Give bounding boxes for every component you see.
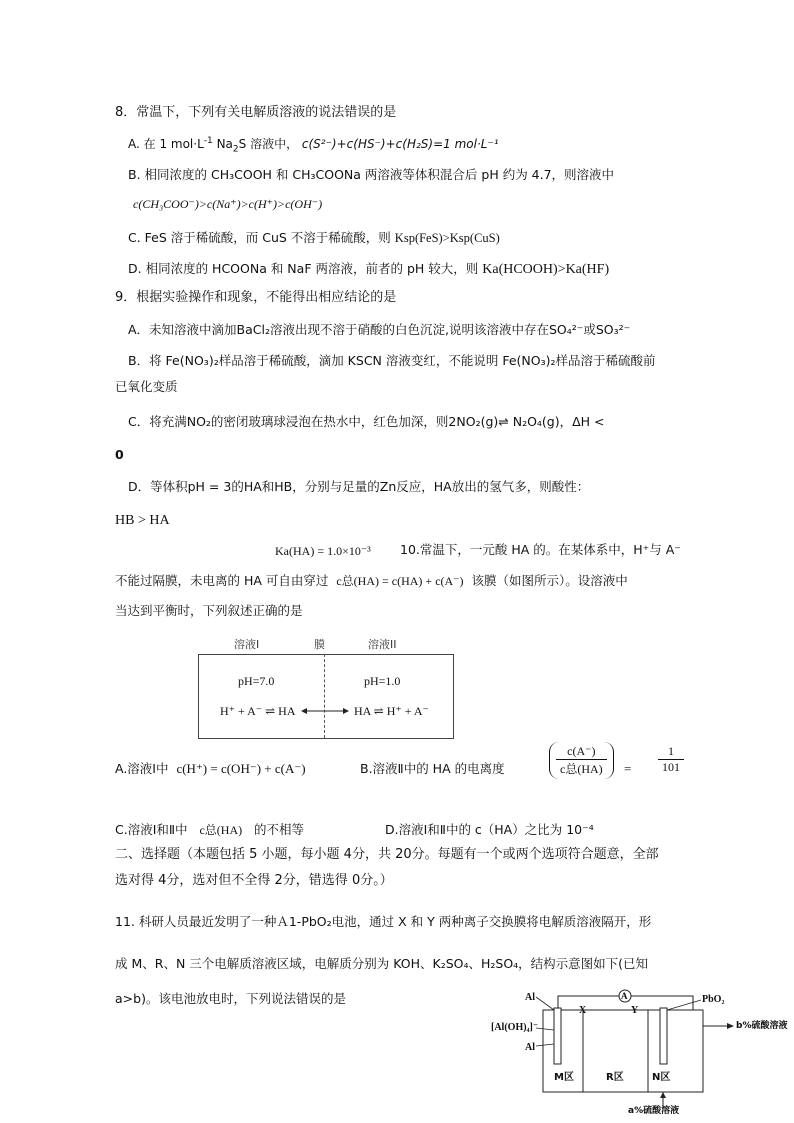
ammeter-icon: A [621,991,628,1001]
battery-label-al-oh4: [Al(OH)₄]⁻ [491,1022,539,1033]
q9-option-c-line2: 0 [115,447,124,462]
fig-label-membrane: 膜 [314,638,325,651]
battery-label-outlet: b%硫酸溶液 [736,1021,788,1031]
battery-label-pbo2: PbO₂ [702,994,725,1005]
fig-double-arrow-icon [301,706,349,716]
q10-b-denominator: c总(HA) [560,762,603,776]
q10-b-value [658,744,684,775]
battery-label-inlet: a%硫酸溶液 [628,1106,680,1116]
q10-stem-line2: 不能过隔膜，未电离的 HA 可自由穿过 c总(HA) = c(HA) + c(A⁻) 该膜（如图所示）。设溶液中 [115,573,628,588]
q8-option-d: D. 相同浓度的 HCOONa 和 NaF 两溶液，前者的 pH 较大，则 Ka(HCOOH)>Ka(HF) [128,261,610,277]
section2-line2: 选对得 4分，选对但不全得 2分，错选得 0分。） [115,873,393,888]
q9-option-c-line1: C．将充满NO₂的密闭玻璃球浸泡在热水中，红色加深，则2NO₂(g)⇌ N₂O₄(g)，ΔH < [128,414,605,429]
fig-label-solution-2: 溶液II [368,638,397,651]
q10-ctotal-expression: c总(HA) = c(HA) + c(A⁻) [336,574,464,588]
battery-label-al-top: Al [525,992,535,1003]
q10-b-value-denominator: 101 [662,760,680,774]
battery-label-m-zone: M区 [554,1072,574,1083]
fig-label-solution-1: 溶液I [234,638,260,651]
battery-label-n-zone: N区 [652,1072,671,1083]
q10-option-b-fraction [549,742,614,779]
q8-stem: 8．常温下，下列有关电解质溶液的说法错误的是 [115,105,397,120]
battery-label-y: Y [631,1005,639,1016]
q10-option-b-label: B.溶液Ⅱ中的 HA 的电离度 [360,761,505,776]
q11-stem-line2: 成 M、R、N 三个电解质溶液区域，电解质分别为 KOH、K₂SO₄、H₂SO₄，结构示意图如下(已知 [115,956,649,971]
q8-option-c: C. FeS 溶于稀硫酸，而 CuS 不溶于稀硫酸，则 Ksp(FeS)>Ksp(CuS) [128,230,500,245]
q8-option-a: A. 在 1 $mol\cdot L^{-1}$ $Na_2S$ 溶液中， c(S²⁻)+c(HS⁻)+c(H₂S)=1 mol·L⁻¹ [128,136,499,155]
q9-option-b-line2: 已氧化变质 [115,379,178,394]
q10-ka-expression: Ka(HA) = 1.0×10⁻³ [275,544,371,558]
battery-label-al-bottom: Al [525,1042,535,1053]
q10-stem-line1: 10.常温下，一元酸 HA 的。在某体系中，H⁺与 A⁻ [400,542,681,557]
q9-stem: 9．根据实验操作和现象，不能得出相应结论的是 [115,290,397,305]
q10-a-expression: c(H⁺) = c(OH⁻) + c(A⁻) [176,761,306,776]
fig-membrane-line [324,654,325,738]
q8-d-expression: Ka(HCOOH)>Ka(HF) [482,262,610,277]
q9-option-d-line2: HB > HA [115,513,170,528]
q8-option-b-line1: B. 相同浓度的 CH₃COOH 和 CH₃COONa 两溶液等体积混合后 pH 约为 4.7，则溶液中 [128,167,615,182]
q9-option-d-line1: D．等体积pH = 3的HA和HB，分别与足量的Zn反应，HA放出的氢气多，则酸性： [128,479,590,494]
q10-membrane-figure [198,632,454,738]
q10-b-value-numerator: 1 [658,744,684,760]
q8-option-b-expression: c(CH₃COO⁻)>c(Na⁺)>c(H⁺)>c(OH⁻) [133,197,323,211]
q10-b-equals: = [624,761,632,776]
q10-stem-line3: 当达到平衡时，下列叙述正确的是 [115,603,303,618]
fig-ph-right: pH=1.0 [364,674,401,688]
q9-option-b-line1: B．将 Fe(NO₃)₂样品溶于稀硫酸，滴加 KSCN 溶液变红，不能说明 Fe(NO₃)₂样品溶于稀硫酸前 [128,353,656,368]
fig-eq-right: HA ⇌ H⁺ + A⁻ [354,704,429,718]
fig-ph-left: pH=7.0 [238,674,275,688]
q11-stem-line3: a>b)。该电池放电时，下列说法错误的是 [115,991,346,1006]
section2-line1: 二、选择题（本题包括 5 小题，每小题 4分，共 20分。每题有一个或两个选项符合题意，全部 [115,847,659,862]
q10-option-c: C.溶液Ⅰ和Ⅱ中 c总(HA) 的不相等 [115,822,305,837]
q10-option-d: D.溶液Ⅰ和Ⅱ中的 c（HA）之比为 10⁻⁴ [385,822,594,837]
q8-a-expression: c(S²⁻)+c(HS⁻)+c(H₂S)=1 mol·L⁻¹ [301,137,499,151]
q10-b-numerator: c(A⁻) [556,744,607,760]
fig-container-box [198,654,454,739]
battery-label-x: X [579,1005,587,1016]
battery-label-r-zone: R区 [606,1072,624,1083]
q11-stem-line1: 11. 科研人员最近发明了一种Ａ1-PbO₂电池，通过 X 和 Y 两种离子交换膜将电解质溶液隔开，形 [115,914,652,929]
fig-eq-left: H⁺ + A⁻ ⇌ HA [220,704,296,718]
q10-option-a: A.溶液Ⅰ中 c(H⁺) = c(OH⁻) + c(A⁻) [115,761,306,776]
q9-option-a: A．未知溶液中滴加BaCl₂溶液出现不溶于硝酸的白色沉淀,说明该溶液中存在SO₄²⁻或SO₃²⁻ [128,322,631,337]
q8-c-expression: Ksp(FeS)>Ksp(CuS) [394,231,500,245]
q11-battery-figure [488,986,788,1121]
